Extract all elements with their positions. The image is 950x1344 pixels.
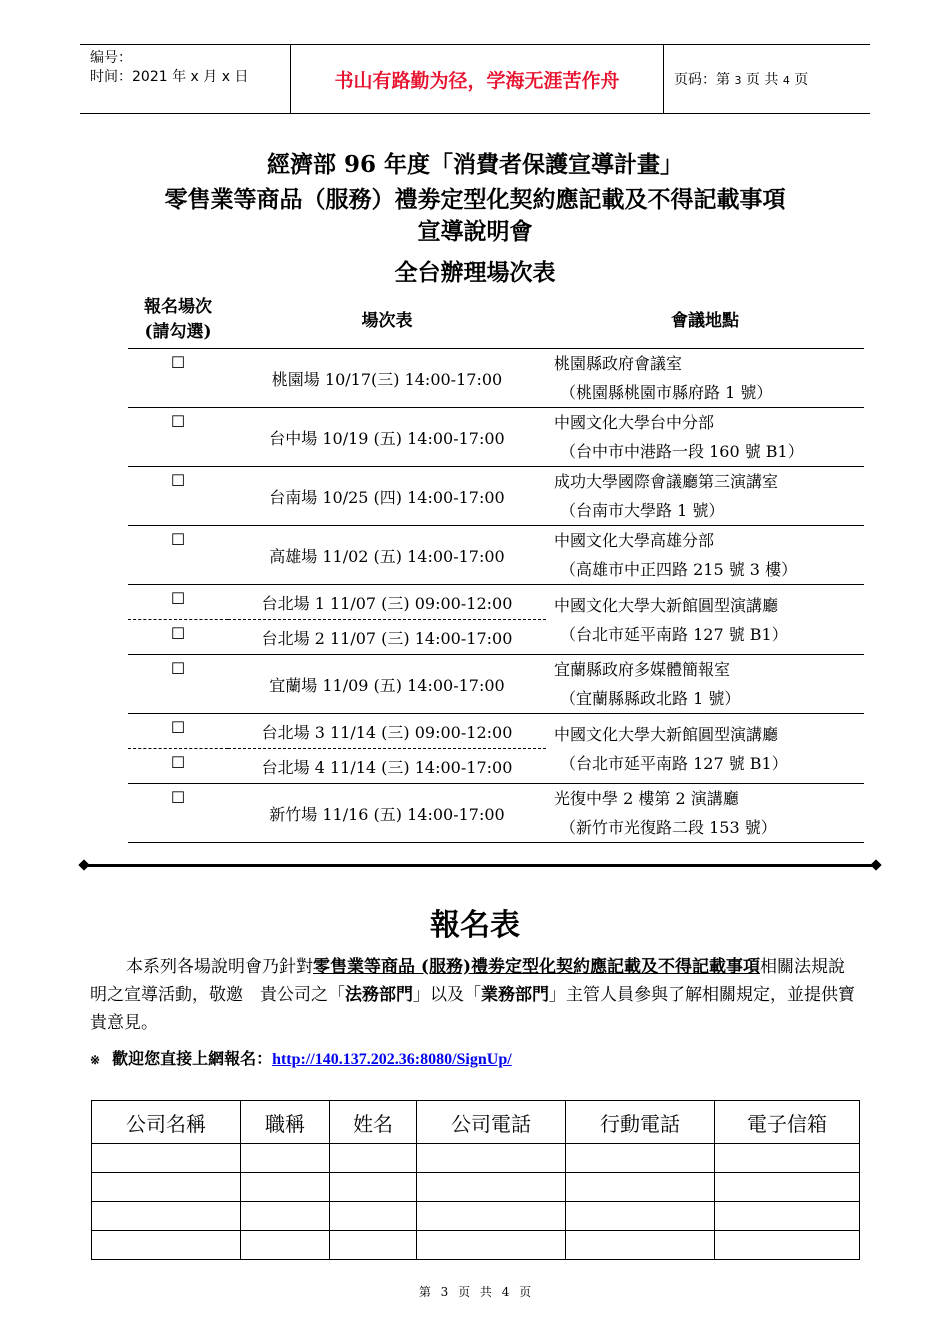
table-row — [128, 714, 864, 749]
venue-name: 中國文化大學台中分部 — [554, 413, 715, 432]
intro-text-2: 相關法規說明之宣導活動，敬邀 貴公司之「 — [90, 957, 846, 1005]
session-time: 高雄場 11/02 (五) 14:00-17:00 — [228, 526, 546, 585]
intro-legal-dept: 法務部門 — [345, 985, 413, 1005]
table-row — [128, 349, 864, 408]
venue-address: （台北市延平南路 127 號 B1） — [560, 624, 788, 644]
session-checkbox[interactable]: ☐ — [128, 526, 228, 585]
signup-link[interactable]: http://140.137.202.36:8080/SignUp/ — [272, 1051, 512, 1068]
session-checkbox[interactable]: ☐ — [128, 467, 228, 526]
input-company-name[interactable] — [92, 1231, 241, 1260]
venue-name: 中國文化大學大新館圓型演講廳 — [554, 595, 779, 615]
header-select-line1: 報名場次 — [144, 297, 212, 317]
session-time: 台北場 2 11/07 (三) 14:00-17:00 — [228, 620, 546, 655]
session-checkbox[interactable]: ☐ — [128, 620, 228, 655]
registration-row — [92, 1144, 860, 1173]
intro-business-dept: 業務部門 — [481, 985, 549, 1005]
input-email[interactable] — [715, 1202, 860, 1231]
venue-name: 成功大學國際會議廳第三演講室 — [554, 472, 779, 491]
input-job-title[interactable] — [241, 1231, 330, 1260]
page-current: 3 — [734, 74, 742, 87]
input-mobile-phone[interactable] — [566, 1231, 715, 1260]
registration-table — [91, 1100, 860, 1260]
input-company-phone[interactable] — [417, 1144, 566, 1173]
registration-row — [92, 1231, 860, 1260]
header-select — [128, 288, 228, 349]
venue-name: 中國文化大學大新館圓型演講廳 — [554, 724, 779, 744]
table-row — [128, 408, 864, 467]
form-title: 報名表 — [430, 908, 520, 943]
divider-right-diamond — [870, 859, 881, 870]
input-job-title[interactable] — [241, 1173, 330, 1202]
section-divider — [84, 864, 876, 867]
venue-name: 宜蘭縣政府多媒體簡報室 — [554, 660, 731, 679]
header-session: 場次表 — [361, 310, 413, 331]
input-company-phone[interactable] — [417, 1173, 566, 1202]
header-page-info — [664, 45, 871, 114]
venue-address: （台北市延平南路 127 號 B1） — [560, 753, 788, 773]
input-email[interactable] — [715, 1231, 860, 1260]
header-date: 时间：2021 年 x 月 x 日 — [90, 69, 249, 85]
venue-address: （台中市中港路一段 160 號 B1） — [560, 442, 804, 461]
input-name[interactable] — [330, 1144, 417, 1173]
input-company-name[interactable] — [92, 1202, 241, 1231]
venue-address: （新竹市光復路二段 153 號） — [560, 818, 777, 837]
input-name[interactable] — [330, 1231, 417, 1260]
session-time: 台南場 10/25 (四) 14:00-17:00 — [228, 467, 546, 526]
registration-header-row — [92, 1101, 860, 1144]
venue-name: 桃園縣政府會議室 — [554, 354, 683, 373]
venue-name: 光復中學 2 樓第 2 演講廳 — [554, 789, 739, 808]
session-time: 台北場 1 11/07 (三) 09:00-12:00 — [228, 585, 546, 620]
input-email[interactable] — [715, 1173, 860, 1202]
schedule-table — [128, 288, 864, 843]
input-job-title[interactable] — [241, 1144, 330, 1173]
input-name[interactable] — [330, 1173, 417, 1202]
session-checkbox[interactable]: ☐ — [128, 784, 228, 843]
col-job-title: 職稱 — [241, 1101, 330, 1144]
col-mobile-phone: 行動電話 — [566, 1101, 715, 1144]
session-location — [546, 349, 864, 408]
session-location — [546, 408, 864, 467]
document-header — [80, 44, 870, 114]
session-time: 桃園場 10/17(三) 14:00-17:00 — [228, 349, 546, 408]
table-row — [128, 467, 864, 526]
session-time: 台北場 3 11/14 (三) 09:00-12:00 — [228, 714, 546, 749]
page-footer: 第 3 页 共 4 页 — [418, 1285, 532, 1299]
session-checkbox[interactable]: ☐ — [128, 585, 228, 620]
registration-row — [92, 1173, 860, 1202]
venue-address: （宜蘭縣縣政北路 1 號） — [560, 689, 741, 708]
input-email[interactable] — [715, 1144, 860, 1173]
input-mobile-phone[interactable] — [566, 1173, 715, 1202]
col-company-name: 公司名稱 — [92, 1101, 241, 1144]
session-location — [546, 467, 864, 526]
header-meta — [80, 45, 291, 114]
page-total: 4 — [782, 74, 790, 87]
intro-text-4: 」主管人員參與了解相關規定，並提供寶貴意見。 — [90, 985, 855, 1033]
session-checkbox[interactable]: ☐ — [128, 714, 228, 749]
session-location — [546, 655, 864, 714]
page-mid: 页 共 — [745, 72, 779, 88]
table-row — [128, 585, 864, 620]
session-location — [546, 585, 864, 655]
title-line-1: 經濟部 96 年度「消費者保護宣導計畫」 — [266, 151, 684, 178]
session-time: 宜蘭場 11/09 (五) 14:00-17:00 — [228, 655, 546, 714]
col-email: 電子信箱 — [715, 1101, 860, 1144]
input-company-phone[interactable] — [417, 1202, 566, 1231]
input-company-name[interactable] — [92, 1173, 241, 1202]
page-suffix: 页 — [794, 72, 809, 88]
venue-address: （桃園縣桃園市縣府路 1 號） — [560, 383, 773, 402]
title-line-2: 零售業等商品（服務）禮劵定型化契約應記載及不得記載事項 — [164, 186, 786, 213]
form-intro — [90, 953, 860, 1037]
intro-text-1: 本系列各場說明會乃針對 — [126, 957, 313, 977]
venue-name: 中國文化大學高雄分部 — [554, 531, 715, 550]
intro-topic: 零售業等商品 (服務)禮劵定型化契約應記載及不得記載事項 — [313, 957, 761, 977]
venue-address: （台南市大學路 1 號） — [560, 501, 725, 520]
input-company-phone[interactable] — [417, 1231, 566, 1260]
session-location — [546, 714, 864, 784]
table-row — [128, 784, 864, 843]
input-company-name[interactable] — [92, 1144, 241, 1173]
header-select-line2: (請勾選) — [144, 322, 212, 342]
header-number-label: 编号： — [90, 50, 132, 66]
table-row — [128, 655, 864, 714]
session-location — [546, 784, 864, 843]
session-time: 新竹場 11/16 (五) 14:00-17:00 — [228, 784, 546, 843]
page-prefix: 页码：第 — [674, 72, 730, 88]
reference-mark-icon: ※ — [90, 1053, 101, 1067]
venue-address: （高雄市中正四路 215 號 3 樓） — [560, 560, 798, 579]
input-name[interactable] — [330, 1202, 417, 1231]
session-checkbox[interactable]: ☐ — [128, 349, 228, 408]
registration-row — [92, 1202, 860, 1231]
session-checkbox[interactable]: ☐ — [128, 655, 228, 714]
intro-text-3: 」以及「 — [413, 985, 481, 1005]
input-mobile-phone[interactable] — [566, 1202, 715, 1231]
schedule-title: 全台辦理場次表 — [394, 259, 556, 286]
input-job-title[interactable] — [241, 1202, 330, 1231]
session-checkbox[interactable]: ☐ — [128, 408, 228, 467]
title-line-3: 宣導說明會 — [417, 218, 533, 245]
session-location — [546, 526, 864, 585]
session-time: 台北場 4 11/14 (三) 14:00-17:00 — [228, 749, 546, 784]
col-name: 姓名 — [330, 1101, 417, 1144]
session-checkbox[interactable]: ☐ — [128, 749, 228, 784]
signup-line — [90, 1046, 512, 1069]
col-company-phone: 公司電話 — [417, 1101, 566, 1144]
session-time: 台中場 10/19 (五) 14:00-17:00 — [228, 408, 546, 467]
header-motto: 书山有路勤为径，学海无涯苦作舟 — [291, 45, 664, 114]
signup-label: 歡迎您直接上網報名： — [112, 1049, 273, 1068]
header-location: 會議地點 — [671, 310, 739, 331]
input-mobile-phone[interactable] — [566, 1144, 715, 1173]
table-row — [128, 526, 864, 585]
